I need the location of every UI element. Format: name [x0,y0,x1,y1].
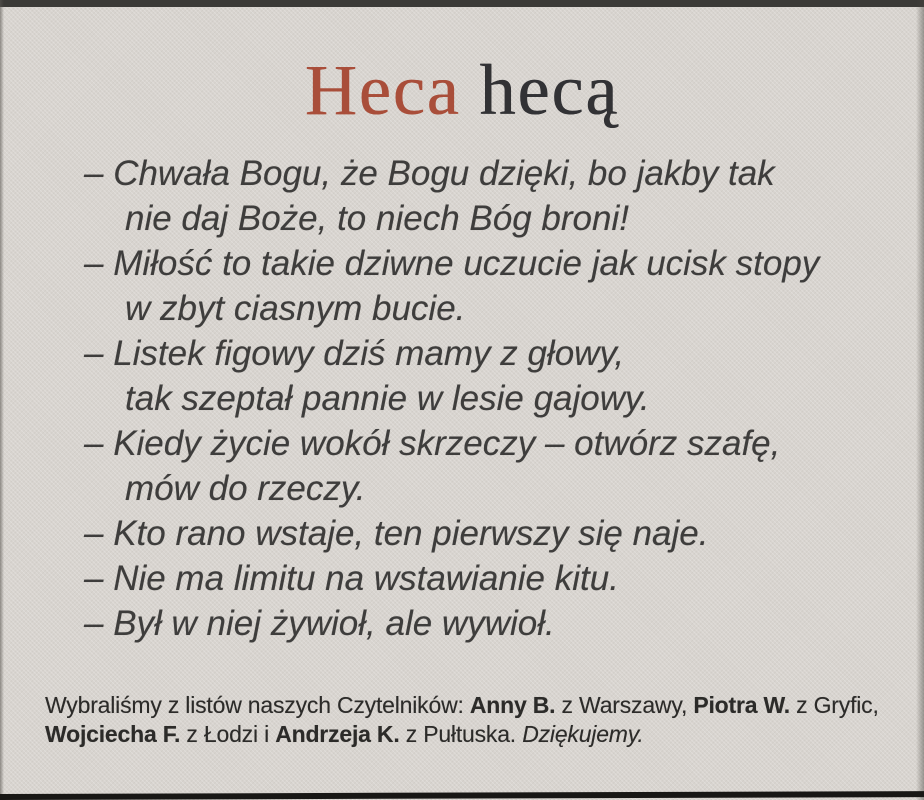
reader-name: Wojciecha F. [45,721,181,747]
joke-item [84,421,819,511]
footer-thanks: Dziękujemy. [522,721,644,747]
joke-line: – Kto rano wstaje, ten pierwszy się naje. [84,514,709,553]
joke-line: – Był w niej żywioł, ale wywioł. [84,604,555,643]
joke-line: nie daj Boże, to niech Bóg broni! [125,199,629,238]
joke-item [84,151,819,241]
jokes-list [84,151,819,646]
title-word-accent: Heca [304,50,461,130]
footer-text: z Pułtuska. [399,721,523,747]
joke-line: w zbyt ciasnym bucie. [125,289,466,328]
joke-item [84,331,819,421]
footer-text: z Łodzi i [180,721,276,747]
joke-line: – Chwała Bogu, że Bogu dzięki, bo jakby tak [84,154,775,193]
footer-text: Wybraliśmy z listów naszych Czytelników: [45,692,470,718]
title-word-dark: hecą [479,50,620,130]
scan-top-edge [0,0,924,7]
joke-item [84,601,819,646]
credits-footer [45,691,885,749]
footer-text: z Gryfic, [789,692,879,718]
joke-line: mów do rzeczy. [125,469,366,508]
joke-line: – Kiedy życie wokół skrzeczy – otwórz szafę, [84,424,781,463]
scan-bottom-edge [0,791,924,800]
footer-text: z Warszawy, [555,692,694,718]
joke-line: – Miłość to takie dziwne uczucie jak ucisk stopy [84,244,820,283]
joke-item [84,241,819,331]
joke-line: – Nie ma limitu na wstawianie kitu. [84,559,619,598]
reader-name: Andrzeja K. [275,721,400,747]
reader-name: Piotra W. [693,692,790,718]
reader-name: Anny B. [469,692,556,718]
page-title [0,50,924,130]
joke-item [84,511,819,556]
joke-line: tak szeptał pannie w lesie gajowy. [125,379,650,418]
joke-item [84,556,819,601]
joke-line: – Listek figowy dziś mamy z głowy, [84,334,625,373]
